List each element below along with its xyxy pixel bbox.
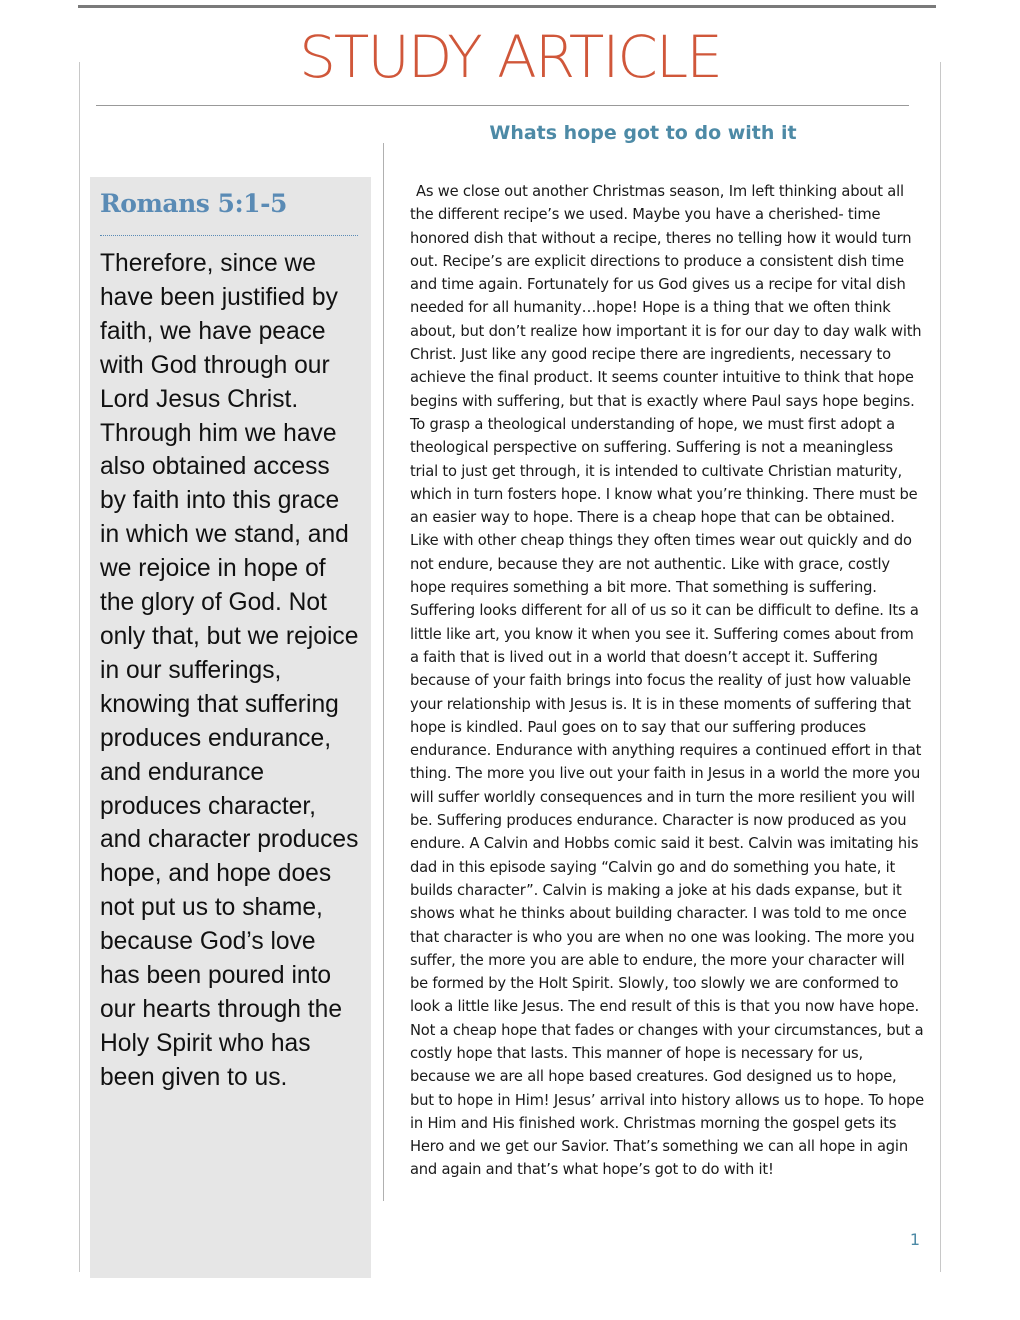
sidebar-dotted-divider	[100, 235, 358, 236]
top-rule	[78, 5, 936, 8]
column-divider	[383, 143, 384, 1201]
scripture-text: Therefore, since we have been justified by faith, we have peace with God through our Lord Jesus Christ. Through him we have also obtained access by faith into this grace in which we stand, and we rejoice in hope of the glory of God. Not only that, but we rejoice in our sufferings, knowing that suffering produces endurance, and endurance produces character, and character produces hope, and hope does not put us to shame, because God’s love has been poured into our hearts through the Holy Spirit who has been given to us.	[100, 250, 359, 1091]
article-subtitle: Whats hope got to do with it	[489, 122, 797, 144]
scripture-reference: Romans 5:1-5	[100, 189, 287, 218]
header-divider	[96, 105, 909, 106]
page-border-right	[940, 62, 941, 1272]
scripture-sidebar	[90, 177, 371, 1278]
page-number: 1	[909, 1230, 920, 1249]
page-border-left	[79, 62, 80, 1272]
article-body: As we close out another Christmas season, Im left thinking about all the different recipe’s we used. Maybe you have a cherished- time honored dish that without a recipe, theres no telling how it would turn out. Recipe’s are explicit directions to produce a consistent dish time and time again. Fortunately for us God gives us a recipe for vital dish needed for all humanity…hope! Hope is a thing that we often think about, but don’t realize how important it is for our day to day walk with Christ. Just like any good recipe there are ingredients, necessary to achieve the final product. It seems counter intuitive to think that hope begins with suffering, but that is exactly where Paul says hope begins. To grasp a theological understanding of hope, we must first adopt a theological perspective on suffering. Suffering is not a meaningless trial to just get through, it is intended to cultivate Christian maturity, which in turn fosters hope. I know what you’re thinking. There must be an easier way to hope. There is a cheap hope that can be obtained. Like with other cheap things they often times wear out quickly and do not endure, because they are not authentic. Like with grace, costly hope requires something a bit more. That something is suffering. Suffering looks different for all of us so it can be difficult to define. Its a little like art, you know it when you see it. Suffering comes about from a faith that is lived out in a world that doesn’t accept it. Suffering because of your faith brings into focus the reality of just how valuable your relationship with Jesus is. It is in these moments of suffering that hope is kindled. Paul goes on to say that our suffering produces endurance. Endurance with anything requires a continued effort in that thing. The more you live out your faith in Jesus in a world the more you will suffer worldly consequences and in turn the more resilient you will be. Suffering produces endurance. Character is now produced as you endure. A Calvin and Hobbs comic said it best. Calvin was imitating his dad in this episode saying “Calvin go and do something you hate, it builds character”. Calvin is making a joke at his dads expanse, but it shows what he thinks about building character. I was told to me once that character is who you are when no one was looking. The more you suffer, the more you are able to endure, the more your character will be formed by the Holt Spirit. Slowly, too slowly we are conformed to look a little like Jesus. The end result of this is that you now have hope. Not a cheap hope that fades or changes with your circumstances, but a costly hope that lasts. This manner of hope is necessary for us, because we are all hope based creatures. God designed us to hope, but to hope in Him! Jesus’ arrival into history allows us to hope. To hope in Him and His finished work. Christmas morning the gospel gets its Hero and we get our Savior. That’s something we can all hope in agin and again and that’s what hope’s got to do with it!	[410, 183, 924, 1179]
page-title: STUDY ARTICLE	[299, 23, 721, 91]
